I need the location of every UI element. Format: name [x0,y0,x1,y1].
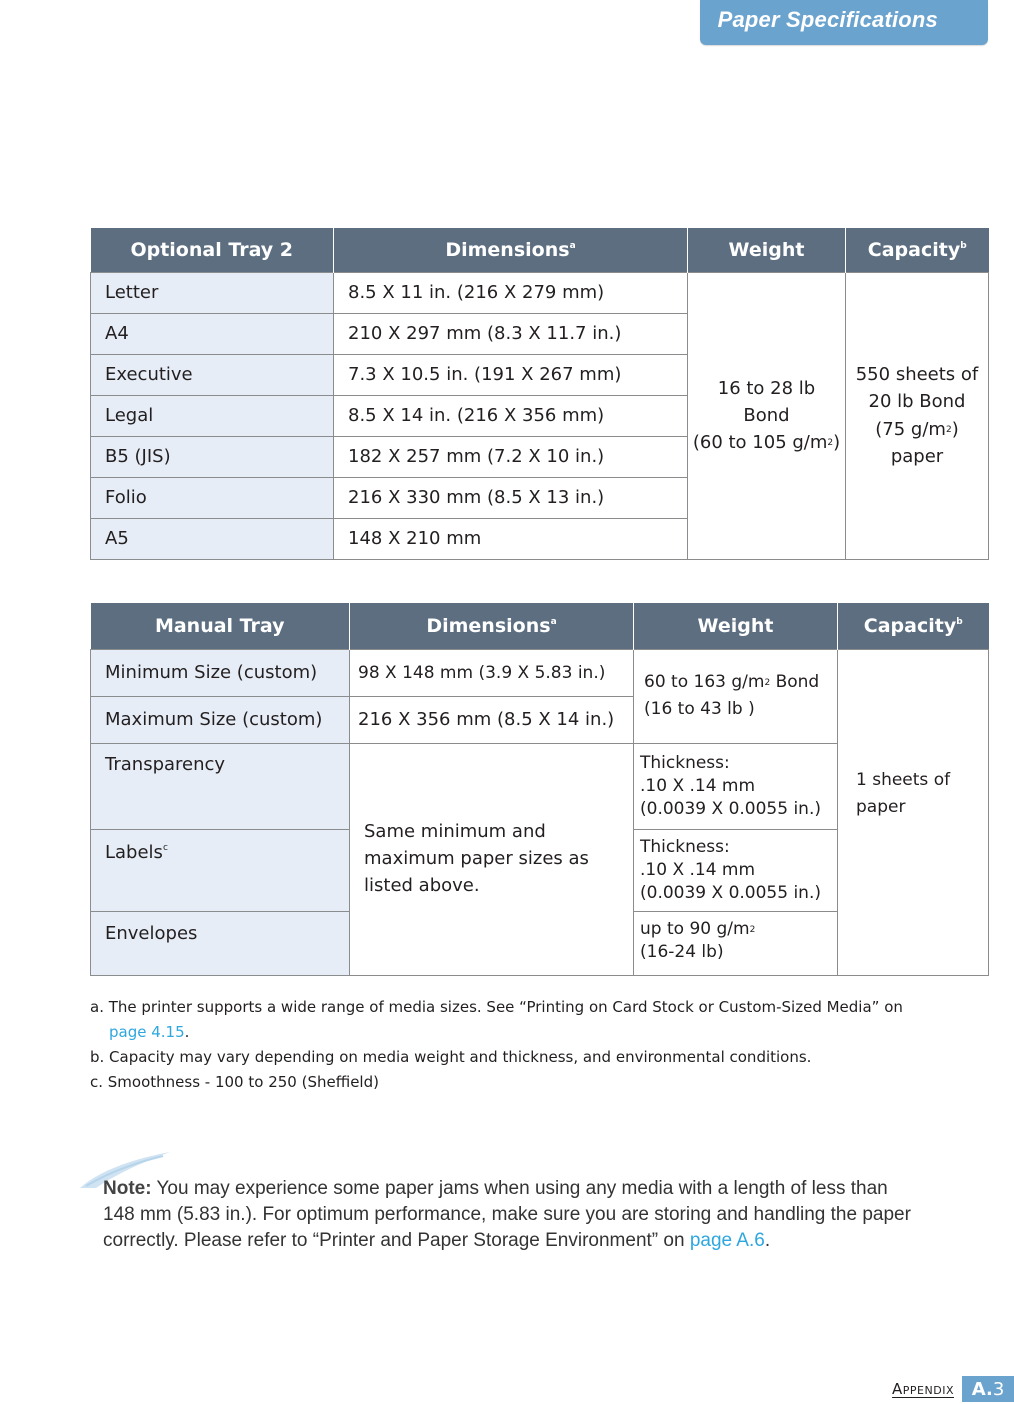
paper-dimensions: 182 X 257 mm (7.2 X 10 in.) [334,436,688,477]
size-weight: 60 to 163 $g/m^2$ Bond (16 to 43 lb ) [634,649,838,743]
note-label: Note: [103,1178,152,1199]
manual-capacity: 1 sheets of paper [838,649,989,975]
paper-name: Maximum Size (custom) [91,696,350,743]
paper-name: Folio [91,477,334,518]
tray2-weight: 16 to 28 lb Bond (60 to 105 $g/m^2$) [688,272,846,559]
header-tray: Manual Tray [91,603,350,649]
paper-name: Labels$^c$ [91,829,350,911]
header-tab [700,0,988,45]
transparency-thickness: Thickness: .10 X .14 mm (0.0039 X 0.0055 in.) [634,743,838,829]
note-link[interactable]: page A.6 [689,1230,765,1251]
footnotes [90,995,990,1095]
paper-dimensions: 8.5 X 11 in. (216 X 279 mm) [334,272,688,313]
header-weight: Weight [688,228,846,272]
note: Note: You may experience some paper jams when using any media with a length of less than 148 mm (5.83 in.). For optimum performance, make sure you are storing and handling the paper correctly. Please refer to “Printer and Paper Storage Environment” on page A.6. [103,1178,911,1251]
table-row [91,649,989,696]
paper-dimensions: 98 X 148 mm (3.9 X 5.83 in.) [350,649,634,696]
paper-name: Letter [91,272,334,313]
paper-name: Transparency [91,743,350,829]
paper-dimensions: 216 X 330 mm (8.5 X 13 in.) [334,477,688,518]
envelopes-weight: up to 90 $g/m^2$ (16-24 lb) [634,911,838,975]
page-number: A. 3 [962,1376,1014,1402]
paper-name: Envelopes [91,911,350,975]
paper-dimensions: 8.5 X 14 in. (216 X 356 mm) [334,395,688,436]
table-header-row [91,603,989,649]
paper-name: A4 [91,313,334,354]
page-footer [892,1376,1014,1402]
header-capacity: Capacity$^b$ [846,228,989,272]
footnote-b: b. Capacity may vary depending on media weight and thickness, and environmental conditions. [90,1048,812,1066]
paper-dimensions: 210 X 297 mm (8.3 X 11.7 in.) [334,313,688,354]
page-title: Paper Specifications [717,7,938,32]
paper-name: Minimum Size (custom) [91,649,350,696]
same-dimensions: Same minimum and maximum paper sizes as listed above. [350,743,634,975]
header-capacity: Capacity$^b$ [838,603,989,649]
optional-tray-2-table [90,228,989,560]
paper-name: Legal [91,395,334,436]
footnote-a: a. The printer supports a wide range of media sizes. See “Printing on Card Stock or Custom-Sized Media” on [90,998,903,1016]
paper-dimensions: 216 X 356 mm (8.5 X 14 in.) [350,696,634,743]
paper-name: A5 [91,518,334,559]
paper-name: Executive [91,354,334,395]
footnote-a-cont: page 4.15. [109,1023,190,1041]
paper-dimensions: 7.3 X 10.5 in. (191 X 267 mm) [334,354,688,395]
footer-appendix-label: Appendix [892,1380,954,1398]
paper-dimensions: 148 X 210 mm [334,518,688,559]
header-weight: Weight [634,603,838,649]
footnote-c: c. Smoothness - 100 to 250 (Sheffield) [90,1073,379,1091]
manual-tray-table [90,603,989,976]
header-tray: Optional Tray 2 [91,228,334,272]
paper-name: B5 (JIS) [91,436,334,477]
table-row [91,272,989,313]
tray2-capacity: 550 sheets of 20 lb Bond (75 $g/m^2$) paper [846,272,989,559]
labels-thickness: Thickness: .10 X .14 mm (0.0039 X 0.0055 in.) [634,829,838,911]
header-dimensions: Dimensions$^a$ [334,228,688,272]
table-header-row [91,228,989,272]
footnote-a-link[interactable]: page 4.15 [109,1023,185,1041]
header-dimensions: Dimensions$^a$ [350,603,634,649]
